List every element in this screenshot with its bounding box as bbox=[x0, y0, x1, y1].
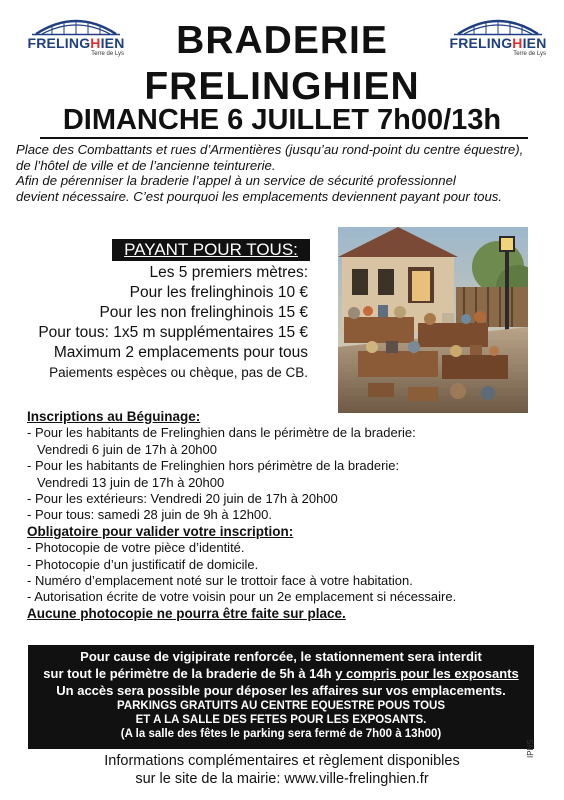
notice-line: sur tout le périmètre de la braderie de 5h à 14h y compris pour les exposants bbox=[43, 666, 519, 681]
price-list bbox=[38, 263, 308, 383]
footer-line: Informations complémentaires et règlement disponibles bbox=[104, 753, 460, 769]
intro-line: Afin de pérenniser la braderie l’appel à un service de sécurité professionnel bbox=[16, 173, 456, 188]
market-stall-image bbox=[338, 227, 528, 413]
obligatoire-heading: Obligatoire pour valider votre inscription: bbox=[27, 523, 294, 539]
no-photocopy-warning: Aucune photocopie ne pourra être faite sur place. bbox=[27, 605, 346, 621]
price-line: Pour les non frelinghinois 15 € bbox=[99, 304, 308, 321]
title-braderie: BRADERIE bbox=[176, 19, 388, 62]
price-line: Pour les frelinghinois 10 € bbox=[129, 284, 308, 301]
intro-line: de l’hôtel de ville et de l’ancienne teinturerie. bbox=[16, 157, 276, 173]
braderie-illustration bbox=[338, 227, 528, 413]
inscriptions-heading: Inscriptions au Béguinage: bbox=[27, 409, 201, 424]
date-underline bbox=[40, 137, 528, 139]
price-line: Maximum 2 emplacements pour tous bbox=[53, 344, 308, 361]
price-line: Pour tous: 1x5 m supplémentaires 15 € bbox=[38, 324, 308, 341]
parking-line: ET A LA SALLE DES FETES POUR LES EXPOSANTS. bbox=[135, 714, 427, 726]
logo-wordmark: FRELINGHIEN bbox=[27, 35, 125, 51]
inscription-date: Vendredi 13 juin de 17h à 20h00 bbox=[37, 474, 225, 490]
vigipirate-notice bbox=[28, 645, 534, 749]
footer-info bbox=[0, 752, 564, 788]
payant-heading: PAYANT POUR TOUS: bbox=[112, 239, 310, 261]
required-item: - Photocopie d’un justificatif de domicile. bbox=[27, 556, 259, 572]
footer-website: sur le site de la mairie: www.ville-frelinghien.fr bbox=[135, 771, 429, 787]
intro-line: devient nécessaire. C’est pourquoi les emplacements deviennent payant pour tous. bbox=[16, 188, 503, 204]
logo-subtitle: Terre de Lys bbox=[91, 51, 124, 57]
required-item: - Autorisation écrite de votre voisin pour un 2e emplacement si nécessaire. bbox=[27, 589, 457, 605]
payment-methods: Paiements espèces ou chèque, pas de CB. bbox=[49, 365, 308, 380]
inscription-item: - Pour les habitants de Frelinghien hors périmètre de la braderie: bbox=[27, 458, 400, 474]
inscription-item: - Pour tous: samedi 28 juin de 9h à 12h00. bbox=[27, 507, 272, 523]
intro-text bbox=[16, 142, 556, 204]
ipns-mark: IPNS bbox=[526, 739, 535, 758]
notice-line: Pour cause de vigipirate renforcée, le stationnement sera interdit bbox=[80, 649, 482, 664]
parking-line: PARKINGS GRATUITS AU CENTRE EQUESTRE POUS TOUS bbox=[117, 700, 445, 712]
inscription-item: - Pour les habitants de Frelinghien dans le périmètre de la braderie: bbox=[27, 425, 416, 441]
required-item: - Numéro d’emplacement noté sur le trottoir face à votre habitation. bbox=[27, 573, 413, 589]
inscription-date: Vendredi 6 juin de 17h à 20h00 bbox=[37, 441, 217, 457]
logo-subtitle: Terre de Lys bbox=[513, 51, 546, 57]
inscriptions-section bbox=[27, 409, 547, 622]
price-line: Les 5 premiers mètres: bbox=[149, 264, 308, 281]
intro-line: Place des Combattants et rues d’Armentières (jusqu’au rond-point du centre équestre), bbox=[16, 142, 524, 157]
required-item: - Photocopie de votre pièce d’identité. bbox=[27, 540, 245, 556]
notice-line: Un accès sera possible pour déposer les affaires sur vos emplacements. bbox=[56, 683, 506, 698]
inscription-item: - Pour les extérieurs: Vendredi 20 juin de 17h à 20h00 bbox=[27, 491, 338, 507]
parking-closure-line: (A la salle des fêtes le parking sera fermé de 7h00 à 13h00) bbox=[120, 728, 442, 740]
title-date: DIMANCHE 6 JUILLET 7h00/13h bbox=[62, 104, 502, 136]
logo-wordmark: FRELINGHIEN bbox=[449, 35, 547, 51]
title-frelinghien: FRELINGHIEN bbox=[144, 65, 420, 108]
